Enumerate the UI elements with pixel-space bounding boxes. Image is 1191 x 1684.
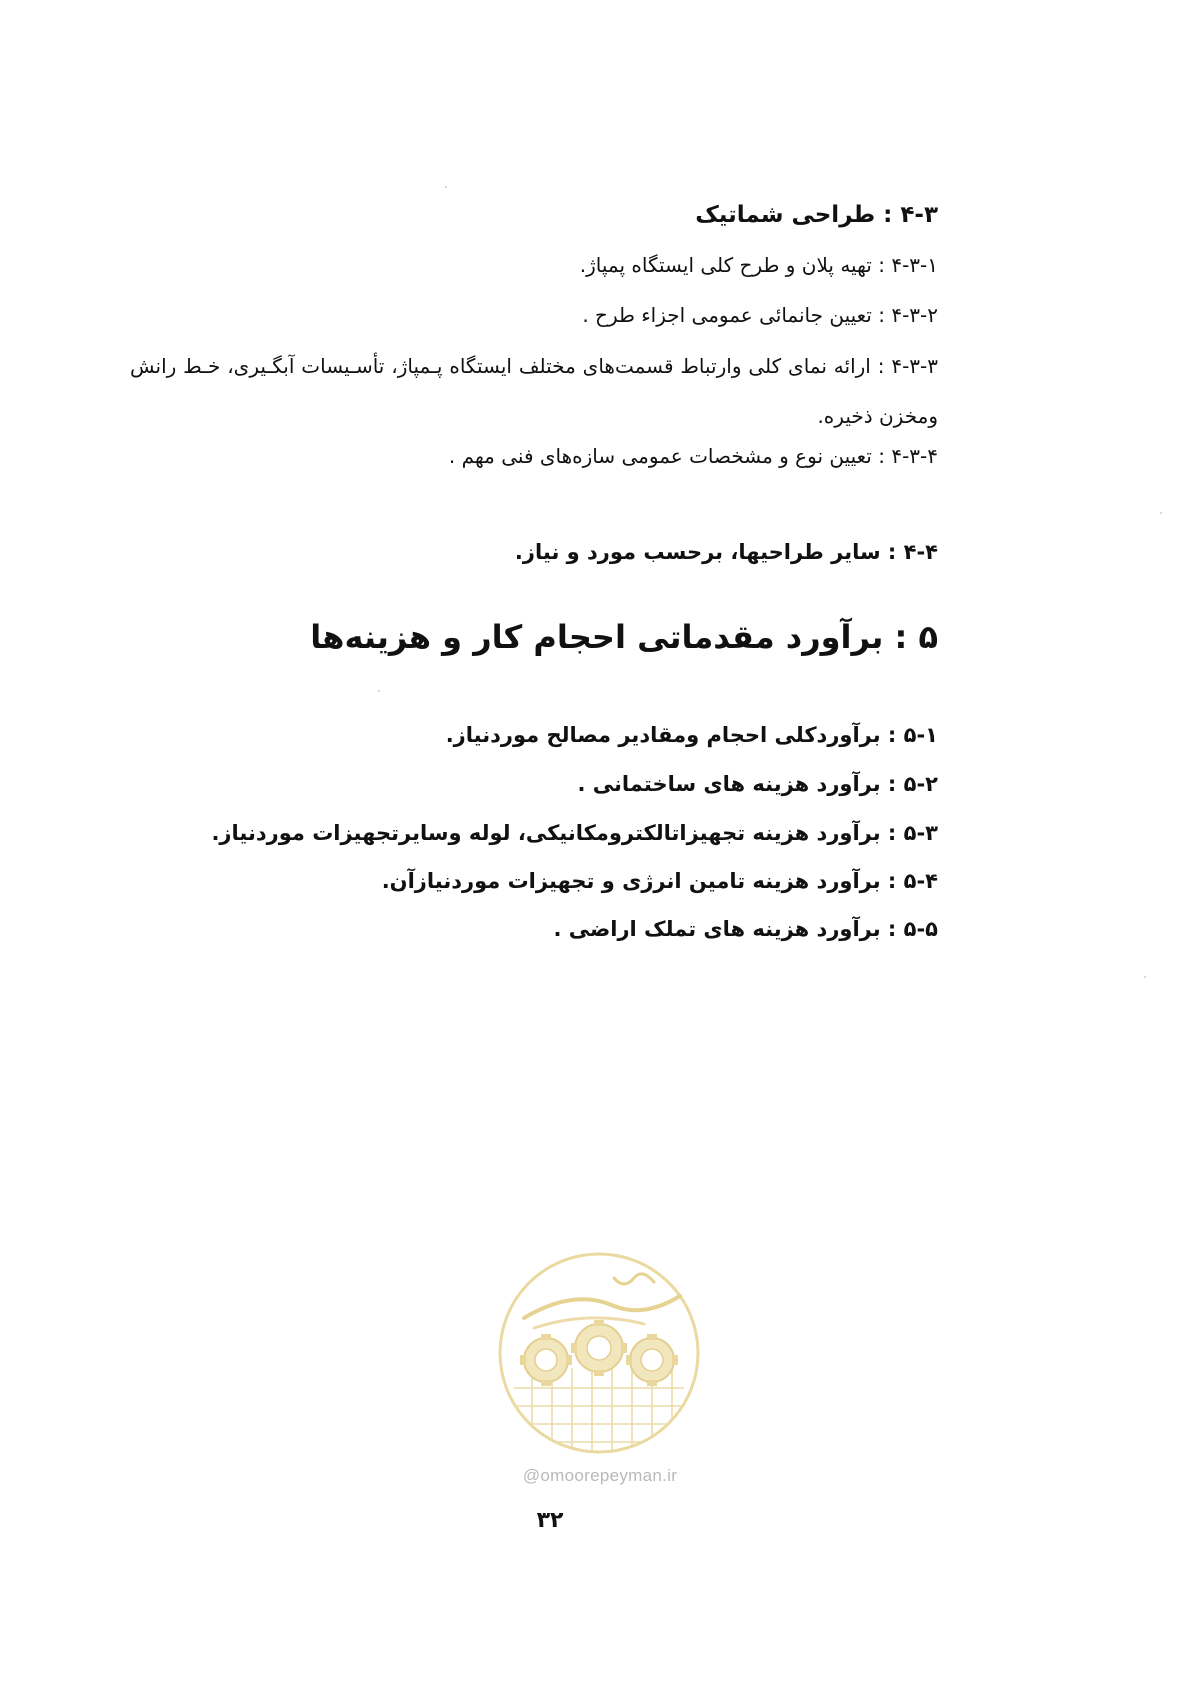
watermark-website: @omoorepeyman.ir <box>522 1466 678 1485</box>
section-5-item-5: ۵-۵ : برآورد هزینه های تملک اراضی . <box>553 917 938 941</box>
scan-speck <box>445 186 447 188</box>
scan-speck <box>378 690 380 692</box>
section-4-3-item-2: ۴-۳-۲ : تعیین جانمائی عمومی اجزاء طرح . <box>582 303 938 327</box>
section-4-4-heading: ۴-۴ : سایر طراحیها، برحسب مورد و نیاز. <box>514 540 938 564</box>
watermark-logo <box>494 1248 704 1458</box>
section-4-3-item-4: ۴-۳-۴ : تعیین نوع و مشخصات عمومی سازه‌های فنی مهم . <box>448 444 938 468</box>
section-5-item-1: ۵-۱ : برآوردکلی احجام ومقادیر مصالح موردنیاز. <box>445 723 938 747</box>
scan-speck <box>1160 512 1162 514</box>
section-4-3-item-3: ۴-۳-۳ : ارائه نمای کلی وارتباط قسمت‌های مختلف ایستگاه پـمپاژ، تأسـیسات آبگـیری، خـط رانش ومخزن ذخیره. <box>130 354 938 428</box>
section-5-item-2: ۵-۲ : برآورد هزینه های ساختمانی . <box>577 772 938 796</box>
scan-speck <box>1144 976 1146 978</box>
page-number: ۳۲ <box>536 1508 564 1533</box>
watermark-seal-icon <box>494 1248 704 1458</box>
section-5-heading: ۵ : برآورد مقدماتی احجام کار و هزینه‌ها <box>310 618 938 656</box>
section-4-3-heading: ۴-۳ : طراحی شماتیک <box>695 202 938 228</box>
section-5-item-3: ۵-۳ : برآورد هزینه تجهیزاتالکترومکانیکی، لوله وسایرتجهیزات موردنیاز. <box>211 821 938 845</box>
section-4-3-item-1: ۴-۳-۱ : تهیه پلان و طرح کلی ایستگاه پمپاژ. <box>579 253 938 277</box>
section-5-item-4: ۵-۴ : برآورد هزینه تامین انرژی و تجهیزات موردنیازآن. <box>381 869 938 893</box>
